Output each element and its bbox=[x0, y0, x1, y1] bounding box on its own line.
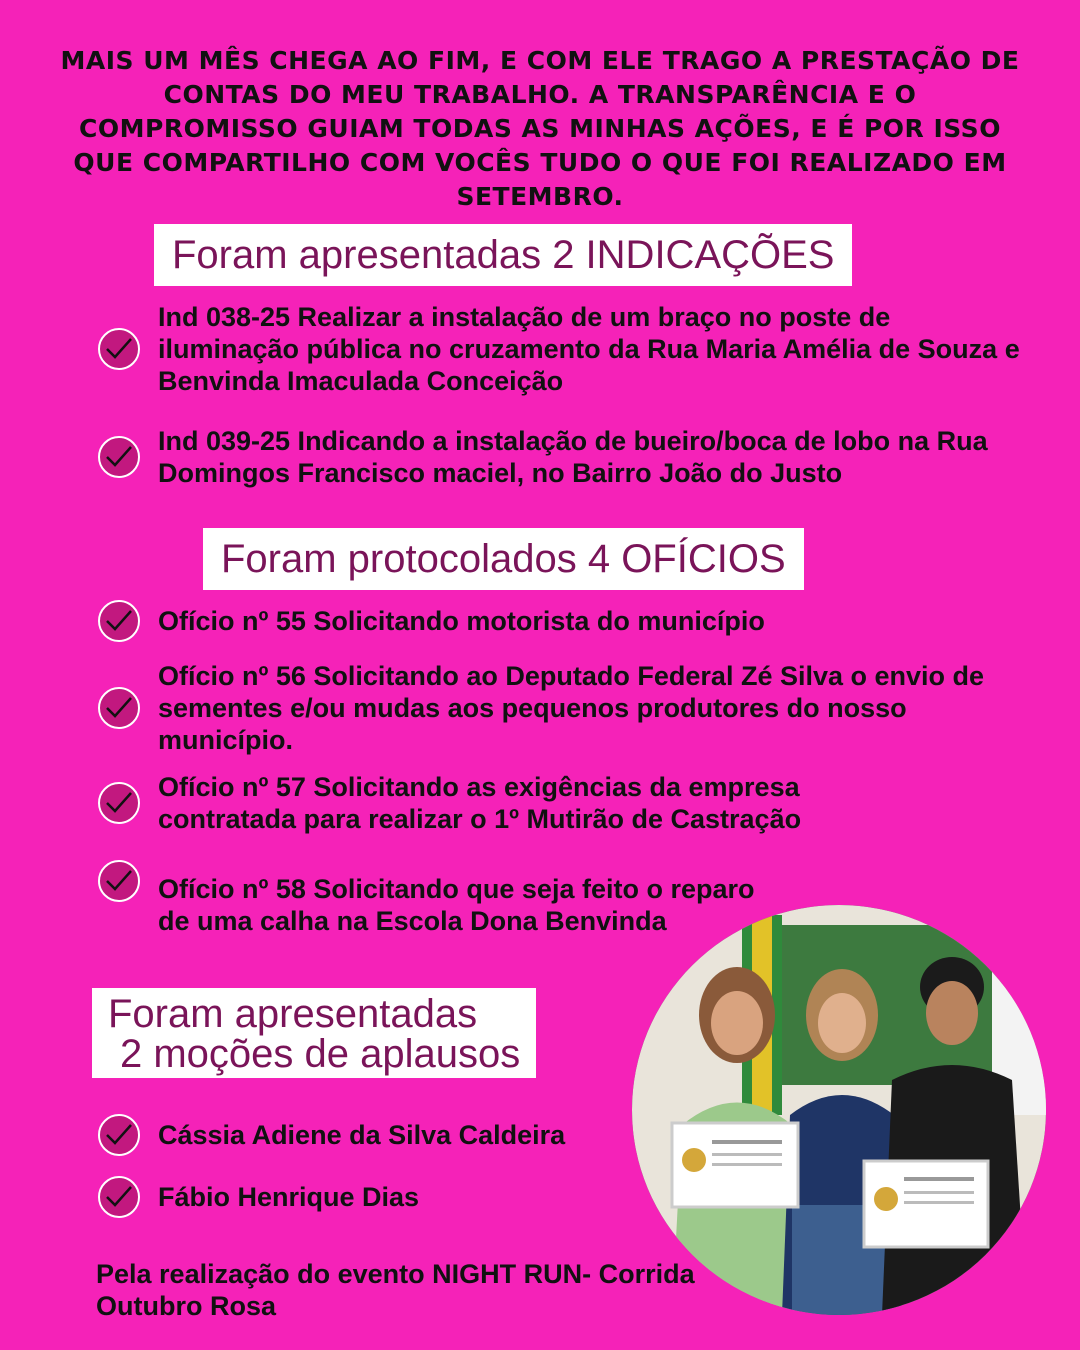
check-circle-icon bbox=[96, 685, 142, 731]
list-item bbox=[96, 770, 1026, 836]
mocao-cassia-text: Cássia Adiene da Silva Caldeira bbox=[158, 1120, 566, 1150]
check-circle-icon bbox=[96, 780, 142, 826]
section-title-oficios: Foram protocolados 4 OFÍCIOS bbox=[203, 528, 804, 590]
indicacao-039-text: Ind 039-25 Indicando a instalação de bueiro/boca de lobo na Rua Domingos Francisco maciel, no Bairro João do Justo bbox=[158, 426, 988, 488]
oficio-57-text: Ofício nº 57 Solicitando as exigências da empresa contratada para realizar o 1º Mutirão de Castração bbox=[158, 772, 802, 834]
section-title-mocoes-line1: Foram apresentadas bbox=[108, 992, 478, 1036]
intro-text: MAIS UM MÊS CHEGA AO FIM, E COM ELE TRAGO A PRESTAÇÃO DE CONTAS DO MEU TRABALHO. A TRANSPARÊNCIA E O COMPROMISSO GUIAM TODAS AS MINHAS AÇÕES, E É POR ISSO QUE COMPARTILHO COM VOCÊS TUDO O QUE FOI REALIZADO EM SETEMBRO. bbox=[60, 46, 1020, 211]
oficio-56-text: Ofício nº 56 Solicitando ao Deputado Federal Zé Silva o envio de sementes e/ou mudas aos pequenos produtores do nosso município. bbox=[158, 661, 985, 755]
list-item bbox=[96, 300, 1026, 398]
section-title-mocoes-line2: 2 moções de aplausos bbox=[120, 1032, 521, 1076]
check-circle-icon bbox=[96, 858, 142, 904]
list-item bbox=[96, 659, 1026, 757]
check-circle-icon bbox=[96, 326, 142, 372]
check-circle-icon bbox=[96, 598, 142, 644]
indicacao-038-text: Ind 038-25 Realizar a instalação de um braço no poste de iluminação pública no cruzamento da Rua Maria Amélia de Souza e Benvinda Imaculada Conceição bbox=[158, 302, 1020, 396]
section-title-indicacoes: Foram apresentadas 2 INDICAÇÕES bbox=[154, 224, 852, 286]
list-item bbox=[96, 598, 1026, 644]
mocao-fabio-text: Fábio Henrique Dias bbox=[158, 1182, 420, 1212]
list-item bbox=[96, 408, 1026, 506]
section-title-mocoes bbox=[92, 988, 536, 1078]
check-circle-icon bbox=[96, 434, 142, 480]
photo-illustration bbox=[632, 905, 1046, 1315]
check-circle-icon bbox=[96, 1112, 142, 1158]
check-circle-icon bbox=[96, 1174, 142, 1220]
footer-text: Pela realização do evento NIGHT RUN- Corrida Outubro Rosa bbox=[96, 1259, 695, 1321]
group-photo bbox=[632, 905, 1046, 1315]
oficio-55-text: Ofício nº 55 Solicitando motorista do município bbox=[158, 606, 765, 636]
oficio-58-text: Ofício nº 58 Solicitando que seja feito o reparo de uma calha na Escola Dona Benvinda bbox=[158, 874, 755, 936]
